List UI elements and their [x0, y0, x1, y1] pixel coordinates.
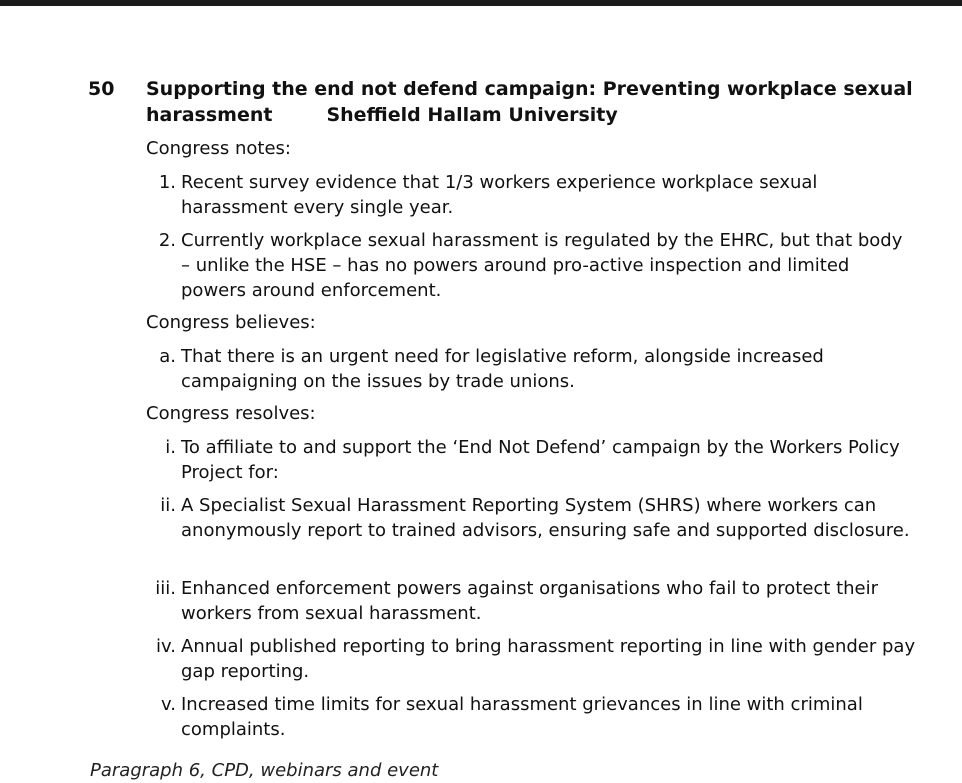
list-marker: v. — [161, 694, 176, 715]
motion-organisation: Sheffield Hallam University — [326, 104, 618, 126]
motion-title — [146, 76, 926, 128]
notes-item-2 — [146, 228, 916, 303]
cut-off-footer-text: Paragraph 6, CPD, webinars and event — [90, 760, 439, 781]
resolves-item-ii — [146, 493, 916, 543]
motion-number: 50 — [88, 78, 115, 100]
list-marker: 2. — [158, 230, 176, 251]
list-marker: a. — [159, 346, 176, 367]
notes-item-1 — [146, 170, 916, 220]
resolves-item-v — [146, 692, 916, 742]
resolves-item-iii — [146, 576, 916, 626]
motion-title-text: Supporting the end not defend campaign: Preventing workplace sexual harassment — [146, 78, 913, 126]
resolves-item-iv — [146, 634, 916, 684]
list-item-text: Enhanced enforcement powers against organisations who fail to protect their workers from sexual harassment. — [181, 578, 879, 624]
resolves-heading: Congress resolves: — [146, 403, 316, 424]
believes-heading: Congress believes: — [146, 312, 316, 333]
believes-item-a — [146, 344, 916, 394]
list-item-text: Currently workplace sexual harassment is regulated by the EHRC, but that body – unlike the HSE – has no powers around pro-active inspection and limited powers around enforcement. — [181, 230, 903, 301]
list-marker: ii. — [160, 495, 176, 516]
list-item-text: To affiliate to and support the ‘End Not Defend’ campaign by the Workers Policy Project for: — [181, 437, 900, 483]
list-item-text: Recent survey evidence that 1/3 workers experience workplace sexual harassment every single year. — [181, 172, 818, 218]
list-item-text: Annual published reporting to bring harassment reporting in line with gender pay gap reporting. — [181, 636, 916, 682]
list-item-text: A Specialist Sexual Harassment Reporting System (SHRS) where workers can anonymously report to trained advisors, ensuring safe and supported disclosure. — [181, 495, 910, 541]
list-marker: i. — [165, 437, 176, 458]
resolves-item-i — [146, 435, 916, 485]
notes-heading: Congress notes: — [146, 138, 291, 159]
list-item-text: That there is an urgent need for legislative reform, alongside increased campaigning on the issues by trade unions. — [181, 346, 824, 392]
list-marker: iii. — [155, 578, 176, 599]
list-marker: iv. — [156, 636, 176, 657]
list-marker: 1. — [158, 172, 176, 193]
list-item-text: Increased time limits for sexual harassment grievances in line with criminal complaints. — [181, 694, 863, 740]
